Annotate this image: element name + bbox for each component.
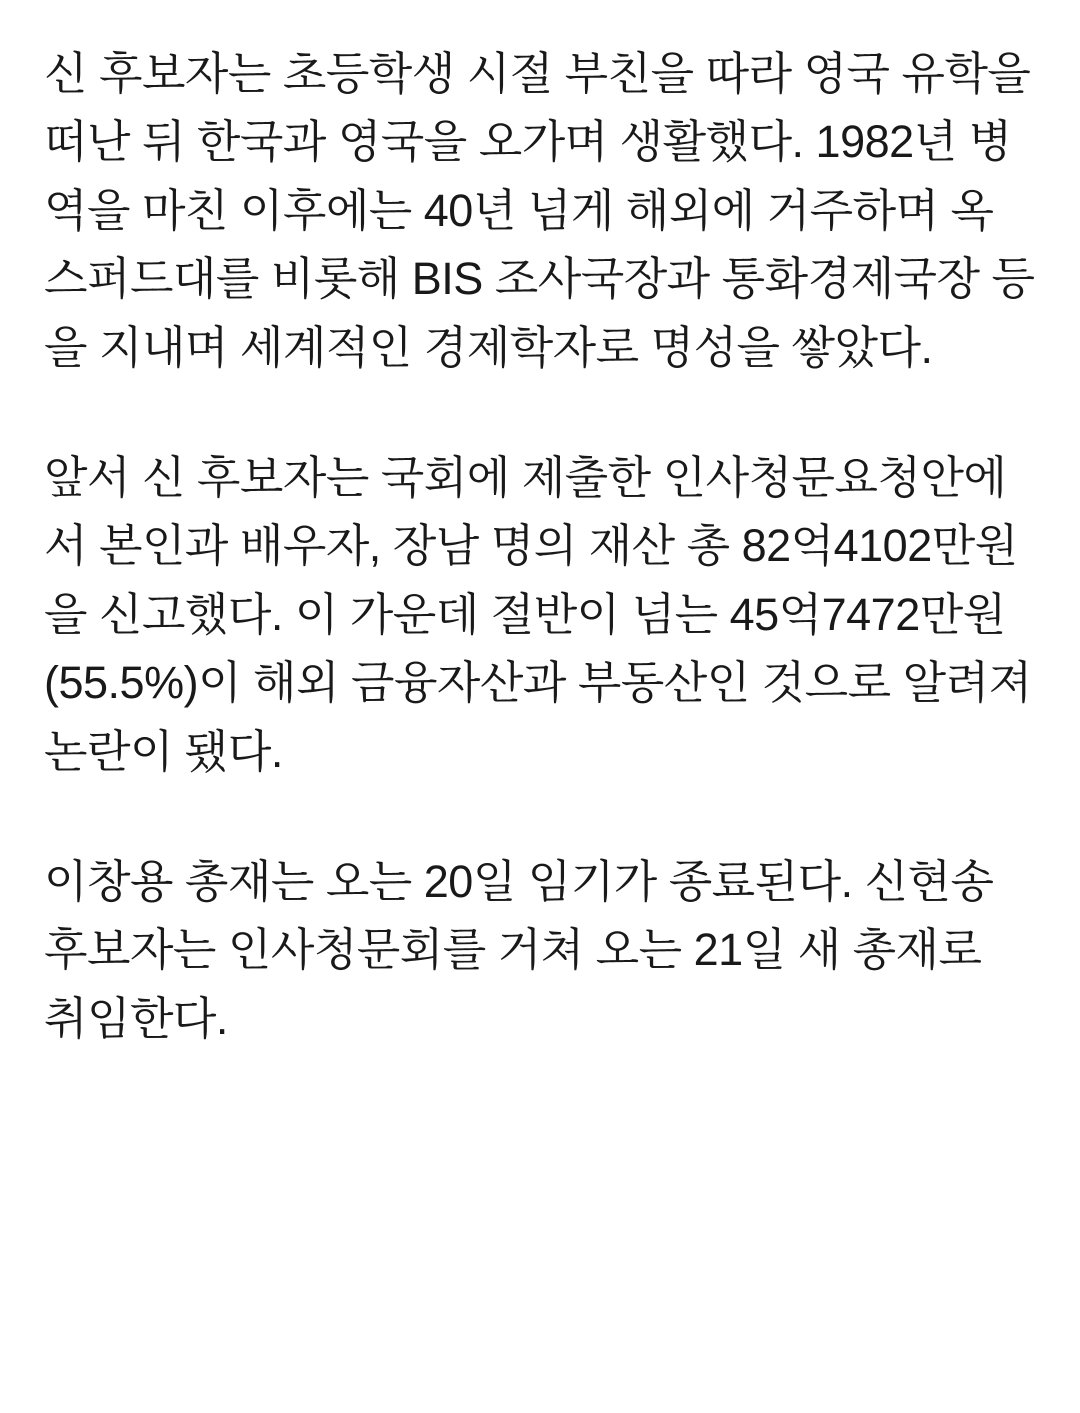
article-paragraph-3: 이창용 총재는 오는 20일 임기가 종료된다. 신현송 후보자는 인사청문회를 거쳐 오는 21일 새 총재로 취임한다. xyxy=(44,855,1006,1044)
article-paragraph-2: 앞서 신 후보자는 국회에 제출한 인사청문요청안에서 본인과 배우자, 장남 명의 재산 총 82억4102만원을 신고했다. 이 가운데 절반이 넘는 45억7472만원(55.5%)이 해외 금융자산과 부동산인 것으로 알려져 논란이 됐다. xyxy=(44,451,1044,777)
article-paragraph-1: 신 후보자는 초등학생 시절 부친을 따라 영국 유학을 떠난 뒤 한국과 영국을 오가며 생활했다. 1982년 병역을 마친 이후에는 40년 넘게 해외에 거주하며 옥스퍼드대를 비롯해 BIS 조사국장과 통화경제국장 등을 지내며 세계적인 경제학자로 명성을 쌓았다. xyxy=(44,48,1043,373)
